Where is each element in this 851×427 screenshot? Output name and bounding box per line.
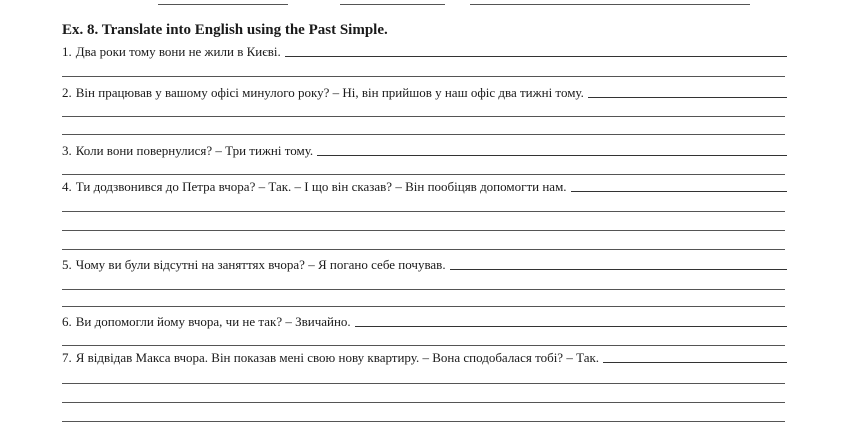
item-number: 3. [62, 143, 72, 158]
answer-line[interactable] [603, 361, 787, 363]
item-text: Чому ви були відсутні на заняттях вчора? – Я погано себе почував. [75, 257, 446, 272]
answer-line[interactable] [62, 402, 785, 403]
item-number: 2. [62, 85, 72, 100]
answer-line[interactable] [62, 211, 785, 212]
exercise-item-5 [62, 253, 787, 273]
item-text: Ти додзвонився до Петра вчора? – Так. – І що він сказав? – Він пообіцяв допомогти нам. [75, 179, 567, 194]
item-number: 4. [62, 179, 72, 194]
answer-line[interactable] [571, 190, 787, 192]
answer-line[interactable] [62, 116, 785, 117]
answer-line[interactable] [588, 96, 787, 98]
item-text: Я відвідав Макса вчора. Він показав мені свою нову квартиру. – Вона сподобалася тобі? – Так. [75, 350, 600, 365]
answer-line [340, 4, 445, 5]
item-number: 1. [62, 44, 72, 59]
exercise-item-1 [62, 40, 787, 60]
previous-exercise-lines [0, 0, 851, 8]
answer-line[interactable] [62, 249, 785, 250]
answer-line[interactable] [62, 76, 785, 77]
answer-line [470, 4, 750, 5]
answer-line[interactable] [450, 268, 787, 270]
exercise-item-2 [62, 81, 787, 101]
answer-line[interactable] [62, 383, 785, 384]
answer-line [158, 4, 288, 5]
exercise-item-6 [62, 310, 787, 330]
item-text: Два роки тому вони не жили в Києві. [75, 44, 281, 59]
answer-line[interactable] [62, 134, 785, 135]
answer-line[interactable] [62, 421, 785, 422]
exercise-item-4 [62, 175, 787, 195]
answer-line[interactable] [62, 230, 785, 231]
exercise-item-7 [62, 346, 787, 366]
item-text: Ви допомогли йому вчора, чи не так? – Звичайно. [75, 314, 351, 329]
answer-line[interactable] [317, 154, 787, 156]
exercise-title: Ex. 8. Translate into English using the Past Simple. [62, 22, 388, 38]
exercise-item-3 [62, 139, 787, 159]
item-number: 5. [62, 257, 72, 272]
item-text: Коли вони повернулися? – Три тижні тому. [75, 143, 314, 158]
item-number: 6. [62, 314, 72, 329]
answer-line[interactable] [355, 325, 787, 327]
item-number: 7. [62, 350, 72, 365]
answer-line[interactable] [285, 55, 787, 57]
answer-line[interactable] [62, 306, 785, 307]
answer-line[interactable] [62, 289, 785, 290]
item-text: Він працював у вашому офісі минулого року? – Ні, він прийшов у наш офіс два тижні тому. [75, 85, 584, 100]
